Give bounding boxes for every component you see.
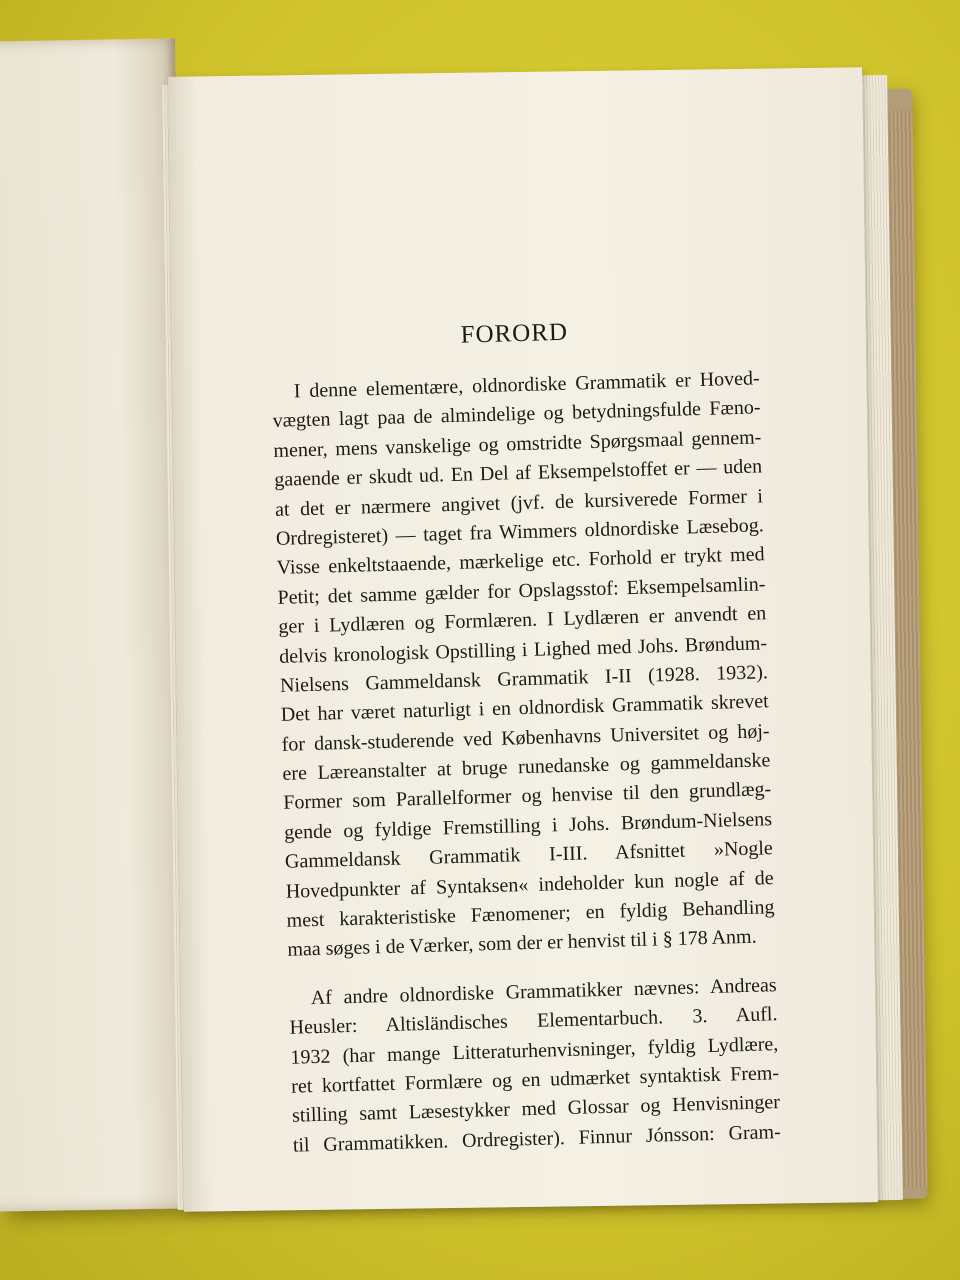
text-line: ger i Lydlæren og Formlæren. I Lydlæren er anvendt en — [278, 602, 767, 639]
text-line: stilling samt Læsestykker med Glossar og Henvisninger — [291, 1091, 781, 1128]
paragraph-2 — [288, 971, 781, 1161]
text-line: maa søges i de Værker, som der er henvist til i § 178 Anm. — [287, 926, 757, 962]
text-line: ere Læreanstalter at bruge runedanske og gammeldanske — [282, 749, 771, 785]
text-line: mest karakteristiske Fænomener; en fyldig Behandling — [286, 896, 775, 932]
text-line: Petit; det samme gælder for Opslagsstof: Eksempelsamlin- — [277, 573, 766, 609]
page-title: FORORD — [460, 318, 569, 349]
text-line: Hovedpunkter af Syntaksen« indeholder kun nogle af de — [285, 866, 774, 903]
text-line: 1932 (har mange Litteraturhenvisninger, fyldig Lydlære, — [290, 1032, 779, 1069]
page-text — [270, 312, 781, 1160]
text-line: til Grammatikken. Ordregister). Finnur Jónsson: Gram- — [292, 1120, 782, 1157]
text-line: for dansk-studerende ved Københavns Universitet og høj- — [281, 719, 770, 756]
paragraph-1 — [271, 364, 775, 965]
text-line: mener, mens vanskelige og omstridte Spørgsmaal gennem- — [273, 426, 762, 462]
text-line: at det er nærmere angivet (jvf. de kursiverede Former i — [274, 484, 764, 521]
text-line: Af andre oldnordiske Grammatikker nævnes: Andreas — [310, 973, 777, 1009]
text-line: Visse enkeltstaaende, mærkelige etc. Forhold er trykt med — [276, 543, 765, 580]
text-line: Heusler: Altisländisches Elementarbuch. 3. Aufl. — [289, 1003, 778, 1039]
text-line: delvis kronologisk Opstilling i Lighed med Johs. Brøndum- — [278, 631, 768, 668]
text-line: Nielsens Gammeldansk Grammatik I-II (1928. 1932). — [279, 661, 769, 697]
text-line: Det har været naturligt i en oldnordisk Grammatik skrevet — [280, 690, 769, 727]
text-line: Former som Parallelformer og henvise til den grundlæg- — [283, 778, 772, 815]
text-line: vægten lagt paa de almindelige og betydningsfulde Fæno- — [272, 396, 761, 433]
text-line: Gammeldansk Grammatik I-III. Afsnittet »Nogle — [284, 837, 774, 874]
text-line: gaaende er skudt ud. En Del af Eksempelstoffet er — uden — [273, 455, 763, 492]
text-line: gende og fyldige Fremstilling i Johs. Brøndum-Nielsens — [283, 808, 773, 844]
text-line: ret kortfattet Formlære og en udmærket syntaktisk Frem- — [290, 1062, 780, 1098]
text-line: Ordregisteret) — taget fra Wimmers oldnordiske Læsebog. — [275, 514, 765, 550]
text-line: I denne elementære, oldnordiske Grammatik er Hoved- — [293, 367, 760, 403]
